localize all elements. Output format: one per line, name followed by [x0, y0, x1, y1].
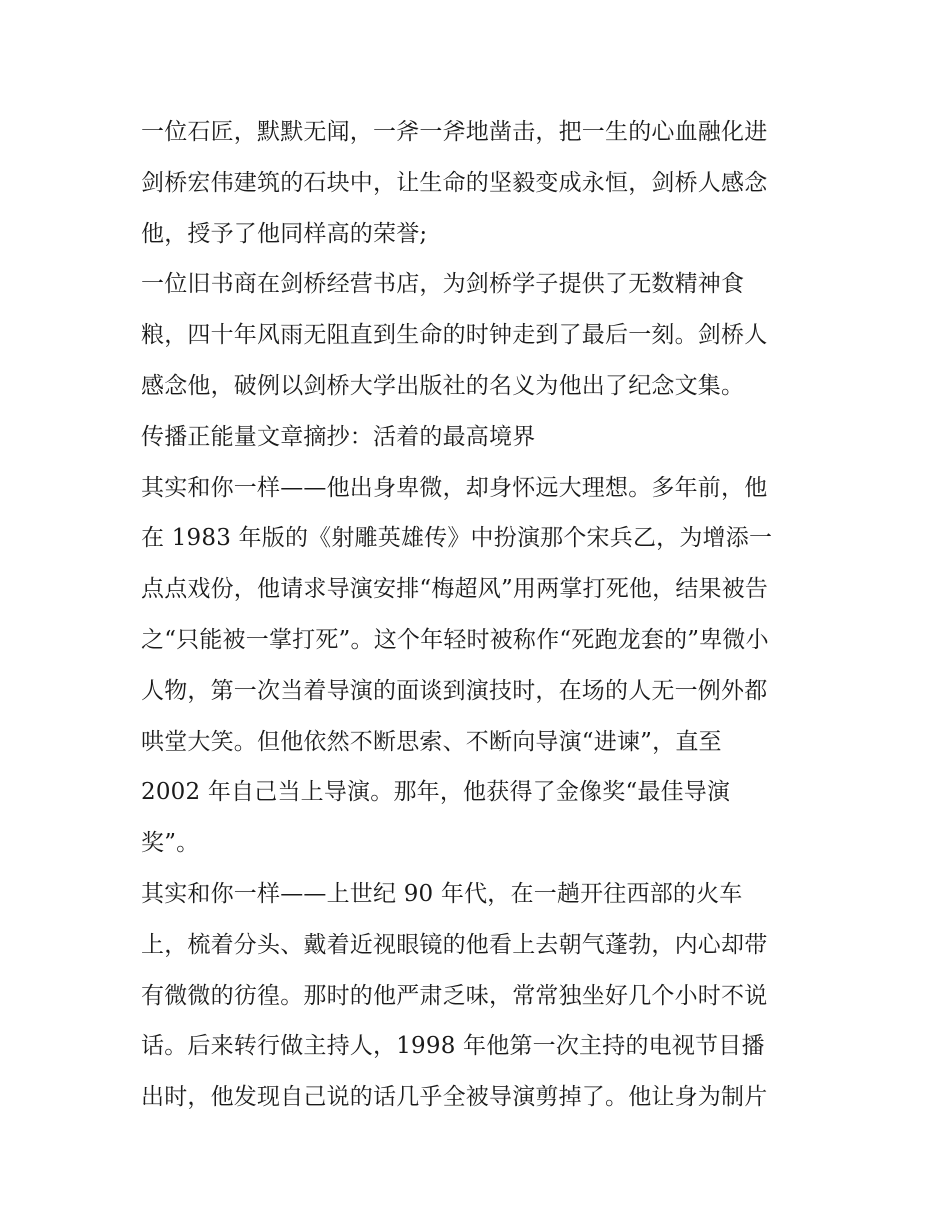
text-line: 一位石匠，默默无闻，一斧一斧地凿击，把一生的心血融化进: [141, 119, 768, 145]
text-line: 话。后来转行做主持人，1998 年他第一次主持的电视节目播: [141, 1033, 765, 1060]
text-line: 剑桥宏伟建筑的石块中，让生命的坚毅变成永恒，剑桥人感念: [141, 169, 768, 196]
body-text: [141, 107, 831, 1123]
text-line: 有微微的彷徨。那时的他严肃乏味，常常独坐好几个小时不说: [141, 982, 768, 1009]
text-line: 粮，四十年风雨无阻直到生命的时钟走到了最后一刻。剑桥人: [141, 322, 768, 349]
text-line: 上，梳着分头、戴着近视眼镜的他看上去朝气蓬勃，内心却带: [141, 931, 768, 958]
text-line: 一位旧书商在剑桥经营书店，为剑桥学子提供了无数精神食: [141, 271, 745, 298]
text-line: 奖”。: [141, 830, 200, 857]
text-line: 感念他，破例以剑桥大学出版社的名义为他出了纪念文集。: [141, 372, 745, 399]
text-line: 人物，第一次当着导演的面谈到演技时，在场的人无一例外都: [141, 677, 768, 704]
text-line: 其实和你一样——他出身卑微，却身怀远大理想。多年前，他: [141, 474, 768, 501]
text-line: 2002 年自己当上导演。那年，他获得了金像奖“最佳导演: [141, 779, 731, 806]
section-heading: 传播正能量文章摘抄：活着的最高境界: [141, 423, 536, 450]
text-line: 点点戏份，他请求导演安排“梅超风”用两掌打死他，结果被告: [141, 576, 769, 603]
text-line: 他，授予了他同样高的荣誉;: [141, 220, 428, 247]
text-line: 哄堂大笑。但他依然不断思索、不断向导演“进谏”，直至: [141, 728, 722, 755]
text-line: 之“只能被一掌打死”。这个年轻时被称作“死跑龙套的”卑微小: [141, 626, 769, 653]
text-line: 其实和你一样——上世纪 90 年代，在一趟开往西部的火车: [141, 880, 743, 907]
text-line: 出时，他发现自己说的话几乎全被导演剪掉了。他让身为制片: [141, 1084, 768, 1111]
text-line: 在 1983 年版的《射雕英雄传》中扮演那个宋兵乙，为增添一: [141, 525, 773, 552]
